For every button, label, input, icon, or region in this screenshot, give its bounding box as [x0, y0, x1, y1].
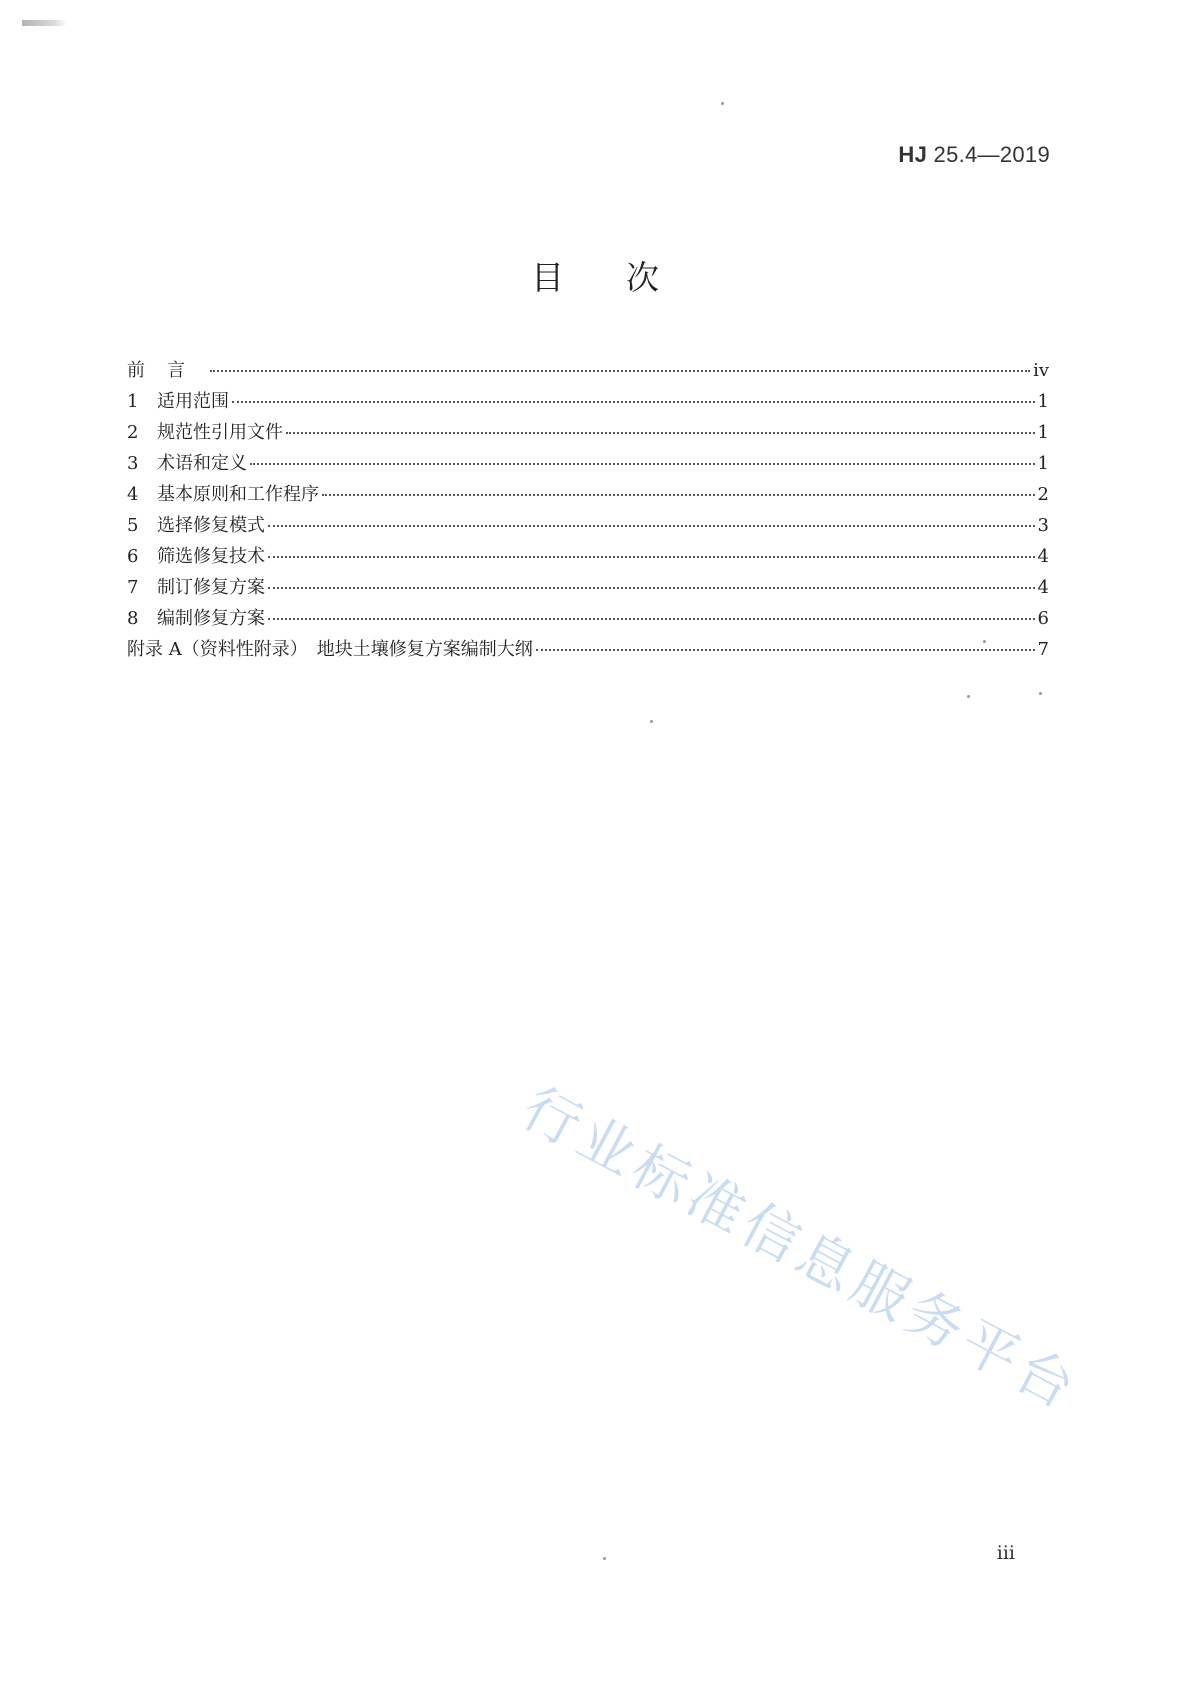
toc-entry-number: 7 [127, 577, 139, 598]
standard-prefix: HJ [898, 142, 928, 167]
toc-entry-page: iv [1033, 360, 1049, 381]
toc-entry-label: 选择修复模式 [157, 515, 265, 536]
toc-entry[interactable] [127, 449, 1049, 480]
toc-entry-page: 3 [1037, 515, 1049, 536]
toc-entry-label: 基本原则和工作程序 [157, 484, 319, 505]
toc-entry-page: 1 [1037, 453, 1049, 474]
toc-entry-number: 3 [127, 453, 139, 474]
toc-entry-label: 术语和定义 [157, 453, 247, 474]
toc-entry-page: 4 [1037, 546, 1049, 567]
scan-speck [983, 640, 986, 643]
toc-entry-number: 1 [127, 391, 139, 412]
toc-leader-dots [268, 586, 1035, 589]
toc-entry[interactable] [127, 604, 1049, 635]
scan-speck [967, 695, 970, 698]
toc-leader-dots [536, 648, 1035, 651]
toc-leader-dots [232, 400, 1035, 403]
toc-entry-number: 5 [127, 515, 139, 536]
toc-entry-label: 规范性引用文件 [157, 422, 283, 443]
scan-speck [603, 1557, 606, 1560]
toc-entry-label: 筛选修复技术 [157, 546, 265, 567]
toc-entry-page: 4 [1037, 577, 1049, 598]
toc-entry-page: 7 [1037, 639, 1049, 660]
toc-entry-page: 6 [1037, 608, 1049, 629]
toc-entry[interactable] [127, 356, 1049, 387]
toc-entry-label: 制订修复方案 [157, 577, 265, 598]
toc-entry-number: 4 [127, 484, 139, 505]
toc-entry-label: 前言 [127, 360, 207, 381]
standard-number: 25.4—2019 [933, 142, 1050, 167]
toc-entry-label: 编制修复方案 [157, 608, 265, 629]
toc-entry-page: 1 [1037, 391, 1049, 412]
toc-entry[interactable] [127, 511, 1049, 542]
scan-edge-mark [22, 20, 67, 26]
toc-leader-dots [268, 555, 1035, 558]
toc-leader-dots [250, 462, 1035, 465]
toc-entry-number: 8 [127, 608, 139, 629]
title-char-1: 目 [531, 258, 564, 297]
toc-entry-page: 2 [1037, 484, 1049, 505]
toc-entry-label: 附录 A（资料性附录） 地块土壤修复方案编制大纲 [127, 639, 533, 660]
scan-speck [650, 720, 653, 723]
toc-leader-dots [322, 493, 1035, 496]
toc-entry-number: 2 [127, 422, 139, 443]
title-char-2: 次 [626, 258, 659, 297]
toc-entry-label: 适用范围 [157, 391, 229, 412]
scan-speck [721, 102, 724, 105]
toc-leader-dots [268, 617, 1035, 620]
toc-entry-page: 1 [1037, 422, 1049, 443]
toc-leader-dots [210, 369, 1030, 372]
toc-entry[interactable] [127, 635, 1049, 666]
toc-leader-dots [286, 431, 1035, 434]
page-title [0, 252, 1190, 299]
watermark-text: 行业标准信息服务平台 [511, 1075, 1090, 1425]
scan-speck [1039, 692, 1042, 695]
toc-entry[interactable] [127, 418, 1049, 449]
standard-code [898, 142, 1050, 168]
toc-leader-dots [268, 524, 1035, 527]
page-number: iii [996, 1542, 1015, 1564]
toc-entry[interactable] [127, 542, 1049, 573]
toc-entry[interactable] [127, 387, 1049, 418]
toc-entry[interactable] [127, 573, 1049, 604]
toc-entry-number: 6 [127, 546, 139, 567]
toc-entry[interactable] [127, 480, 1049, 511]
table-of-contents [127, 356, 1049, 666]
